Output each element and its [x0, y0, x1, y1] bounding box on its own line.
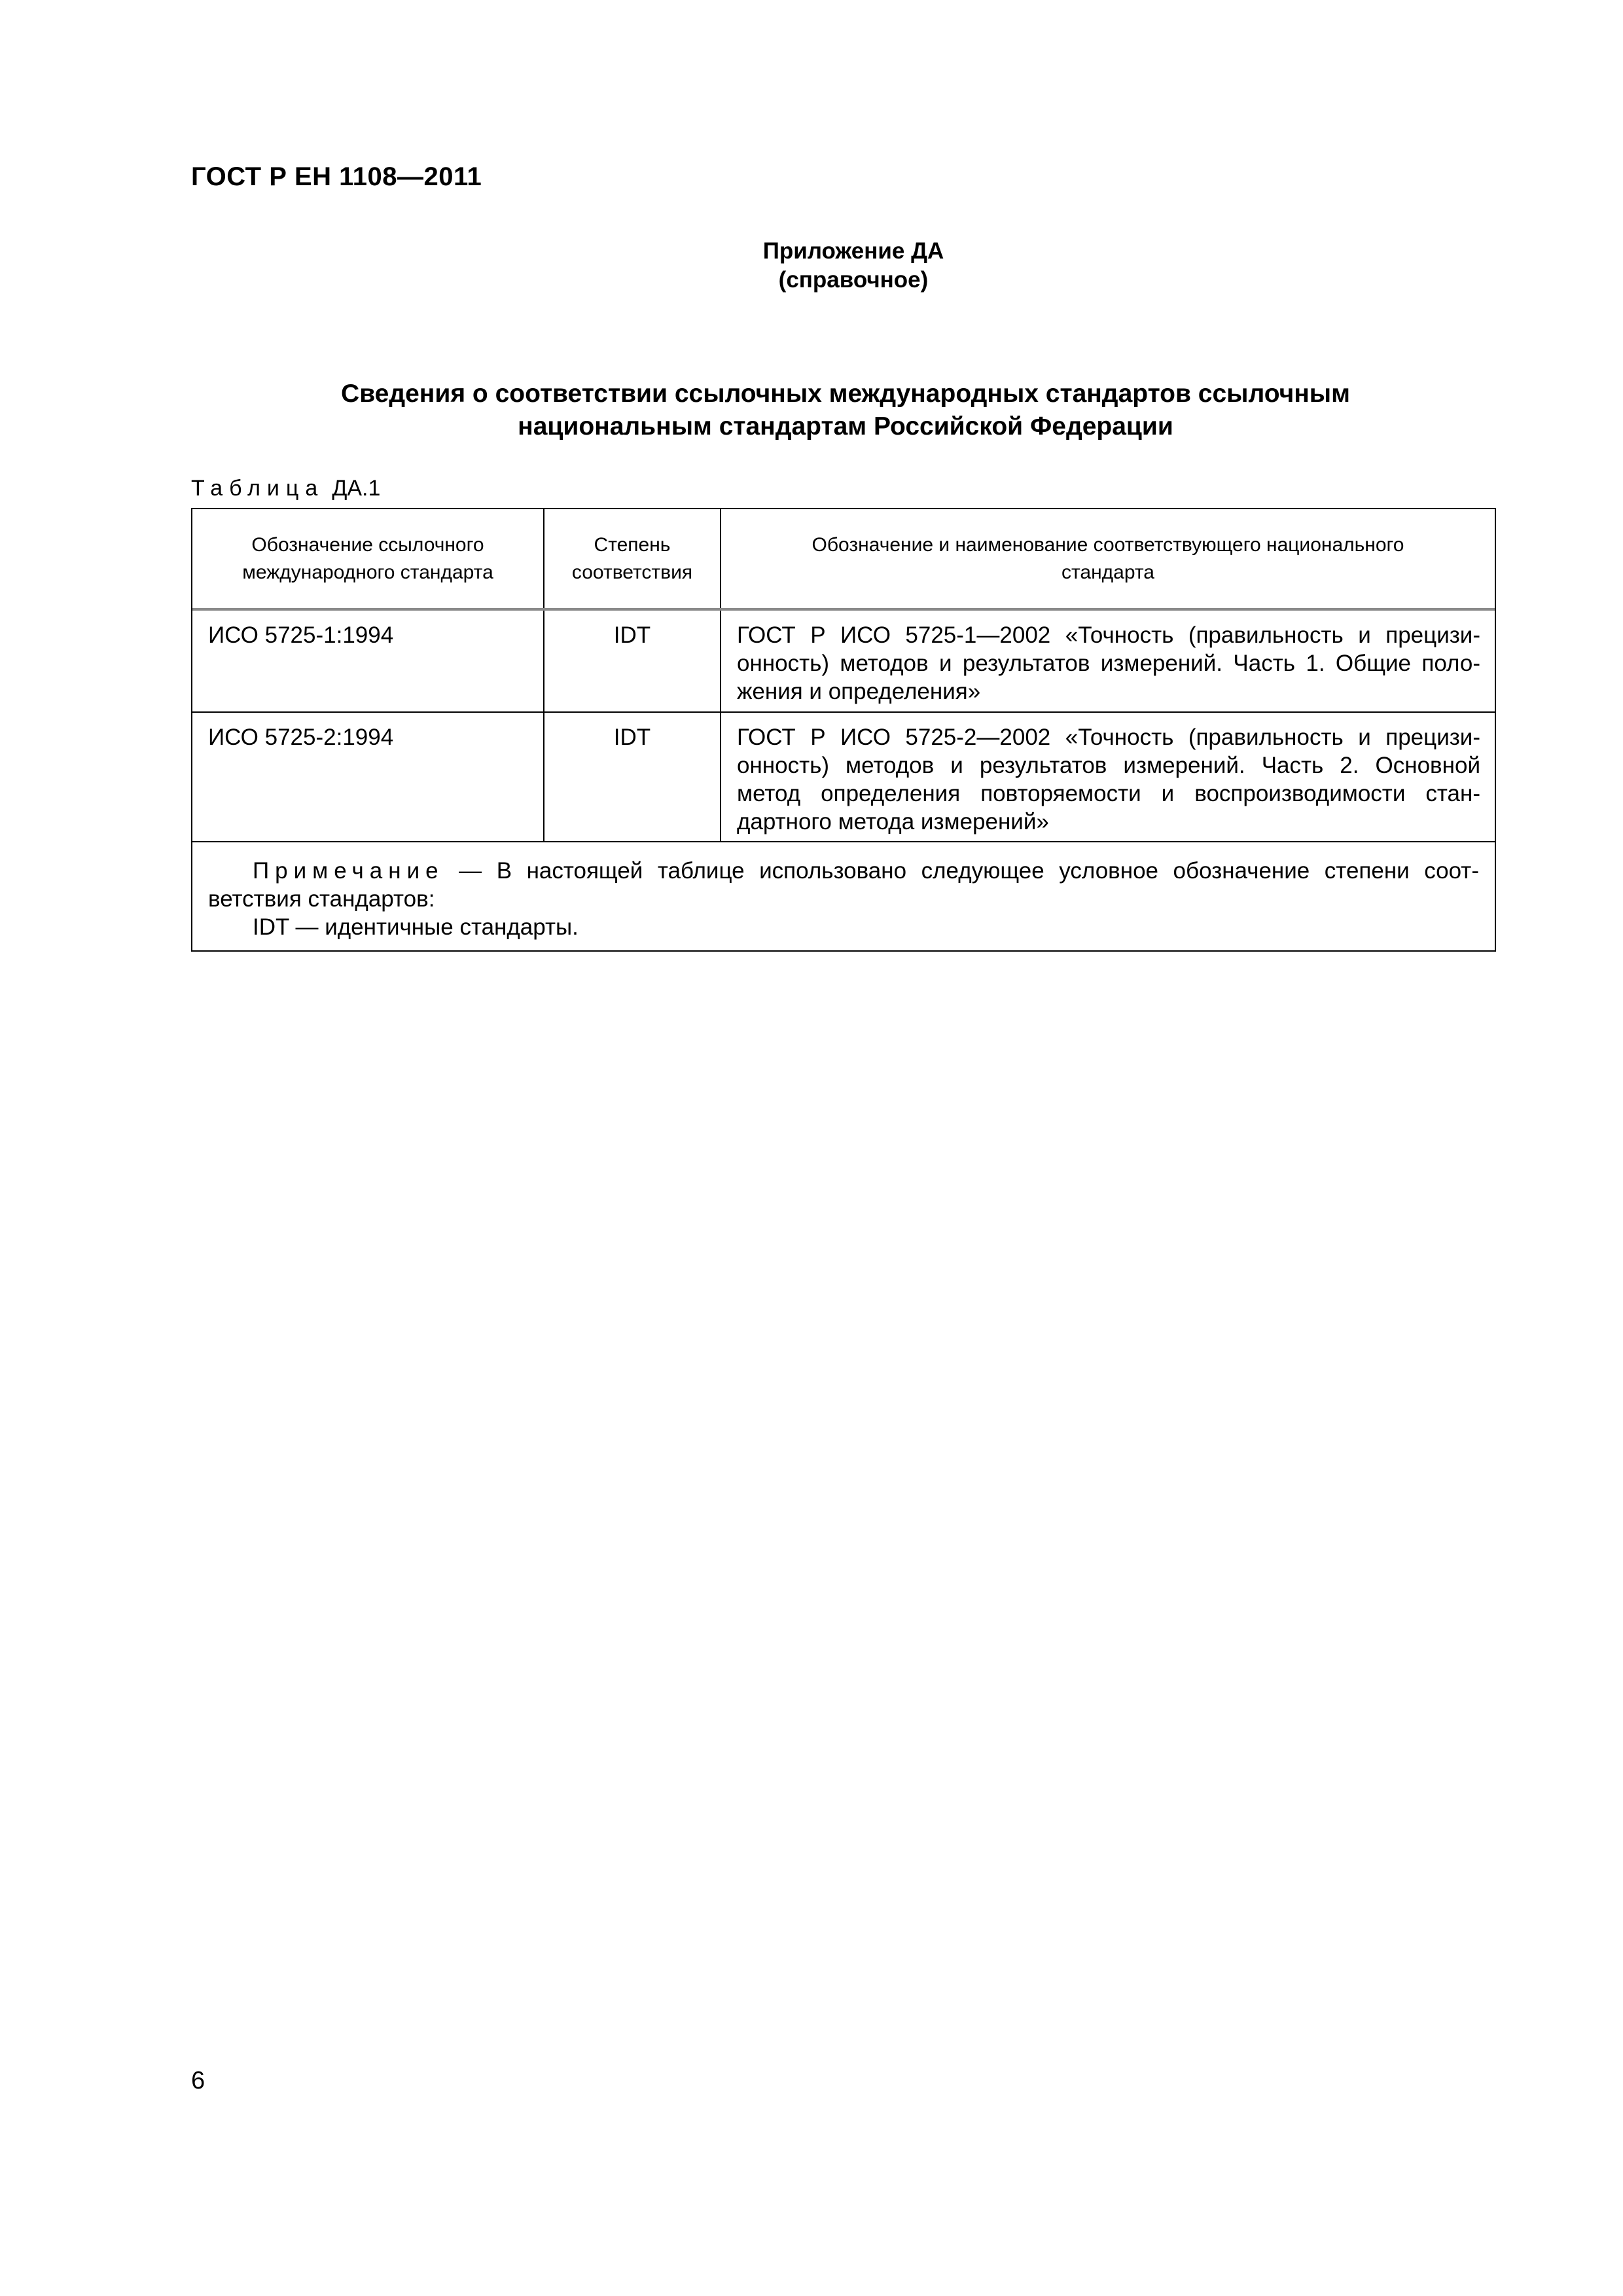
column-header-intl-standard [192, 509, 544, 608]
column-header-degree [544, 509, 721, 608]
cell-intl-standard: ИСО 5725-1:1994 [192, 611, 544, 711]
table-caption [191, 476, 380, 501]
cell-degree: IDT [544, 713, 721, 841]
cell-text-line: онность) методов и результатов измерений. Часть 1. Общие поло- [737, 651, 1480, 676]
page-number: 6 [191, 2067, 205, 2094]
cell-degree: IDT [544, 611, 721, 711]
column-header-national-standard [721, 509, 1495, 608]
cell-text-line: жения и определения» [737, 679, 981, 704]
document-code: ГОСТ Р ЕН 1108—2011 [191, 162, 482, 191]
section-heading-line-1: Сведения о соответствии ссылочных международных стандартов ссылочным [341, 380, 1350, 408]
cell-national-standard [721, 713, 1495, 841]
cell-intl-standard: ИСО 5725-2:1994 [192, 713, 544, 841]
header-text-line: Степень [594, 533, 671, 556]
header-text-line: международного стандарта [242, 561, 493, 583]
header-text-line: Обозначение ссылочного [251, 533, 484, 556]
note-text: — В настоящей таблице использовано следующее условное обозначение степени соот- [444, 858, 1479, 884]
table-caption-number: ДА.1 [332, 476, 381, 501]
table-row [192, 713, 1495, 842]
header-text-line: стандарта [1061, 561, 1154, 583]
note-head: Примечание [253, 858, 444, 884]
reference-table [191, 508, 1496, 952]
table-caption-word: Таблица [191, 476, 325, 501]
table-header-row [192, 509, 1495, 611]
note-line: ветствия стандартов: [208, 886, 435, 912]
cell-text-line: метод определения повторяемости и воспроизводимости стан- [737, 781, 1480, 806]
header-text-line: Обозначение и наименование соответствующего национального [812, 533, 1404, 556]
section-heading-line-2: национальным стандартам Российской Федерации [518, 412, 1173, 440]
table-row [192, 611, 1495, 713]
cell-text-line: ГОСТ Р ИСО 5725-2—2002 «Точность (правильность и прецизи- [737, 725, 1480, 750]
cell-text-line: онность) методов и результатов измерений. Часть 2. Основной [737, 753, 1480, 778]
note-line: IDT — идентичные стандарты. [253, 914, 579, 940]
cell-text-line: дартного метода измерений» [737, 809, 1049, 834]
cell-text-line: ГОСТ Р ИСО 5725-1—2002 «Точность (правильность и прецизи- [737, 622, 1480, 648]
note-line [208, 857, 1479, 885]
header-text-line: соответствия [571, 561, 693, 583]
annex-status: (справочное) [778, 267, 929, 293]
annex-title: Приложение ДА [762, 238, 944, 264]
cell-national-standard [721, 611, 1495, 711]
table-note [192, 842, 1495, 950]
